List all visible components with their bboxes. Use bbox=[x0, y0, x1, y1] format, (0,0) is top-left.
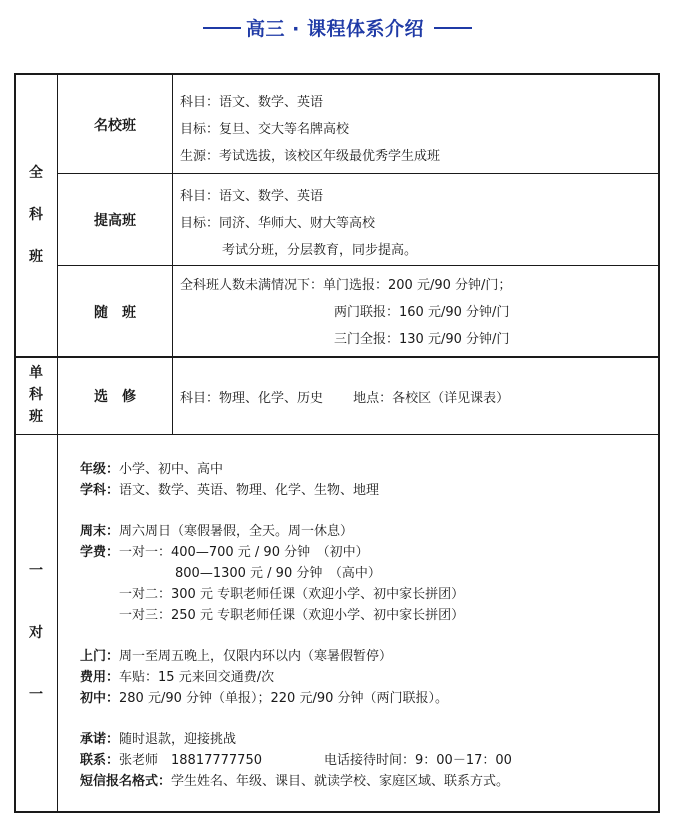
junior-value: 280 元/90 分钟（单报）；220 元/90 分钟（两门联报）。 bbox=[119, 691, 449, 706]
junior-key: 初中： bbox=[80, 691, 120, 706]
page-header bbox=[0, 14, 696, 40]
yidui-cost bbox=[80, 666, 274, 685]
yidui-junior bbox=[80, 687, 448, 706]
suiban-single: 全科班人数未满情况下：单门选报：200 元/90 分钟/门； bbox=[180, 278, 512, 293]
yidui-fee-two: 一对二：300 元 专职老师任课（欢迎小学、初中家长拼团） bbox=[119, 587, 465, 602]
suiban-label: 随 班 bbox=[94, 305, 136, 321]
title-left-rule bbox=[203, 27, 241, 29]
visit-key: 上门： bbox=[80, 649, 120, 664]
row-divider-3 bbox=[15, 356, 659, 358]
row-divider-2 bbox=[57, 265, 659, 266]
contact-key: 联系： bbox=[80, 753, 120, 768]
quanke-side-label bbox=[15, 152, 57, 278]
yidui-grade bbox=[80, 458, 223, 477]
side-char: 单 bbox=[29, 365, 43, 381]
xuanxiu-label: 选 修 bbox=[94, 389, 136, 405]
side-char: 科 bbox=[29, 387, 43, 403]
side-char: 班 bbox=[29, 409, 43, 425]
yidui-visit bbox=[80, 645, 392, 664]
grade-key: 年级： bbox=[80, 462, 120, 477]
danke-side-label bbox=[15, 362, 57, 428]
sms-value: 学生姓名、年级、课目、就读学校、家庭区域、联系方式。 bbox=[171, 774, 510, 789]
subject-value: 语文、数学、英语、物理、化学、生物、地理 bbox=[119, 483, 380, 498]
yidui-sms bbox=[80, 770, 509, 789]
cost-value: 车贴：15 元来回交通费/次 bbox=[119, 670, 275, 685]
side-char: 对 bbox=[29, 625, 43, 641]
contact-value: 张老师 18817777750 bbox=[119, 753, 262, 768]
fee-key: 学费： bbox=[80, 545, 120, 560]
mingxiao-label: 名校班 bbox=[94, 118, 136, 134]
yidui-side-label bbox=[15, 540, 57, 726]
tigao-method: 考试分班，分层教育，同步提高。 bbox=[222, 243, 418, 258]
yidui-subjects bbox=[80, 479, 379, 498]
visit-value: 周一至周五晚上，仅限内环以内（寒暑假暂停） bbox=[119, 649, 393, 664]
cost-key: 费用： bbox=[80, 670, 120, 685]
grade-value: 小学、初中、高中 bbox=[119, 462, 224, 477]
tigao-label: 提高班 bbox=[94, 213, 136, 229]
yidui-promise bbox=[80, 728, 236, 747]
side-char: 一 bbox=[29, 563, 43, 579]
subject-key: 学科： bbox=[80, 483, 120, 498]
mingxiao-subjects: 科目：语文、数学、英语 bbox=[180, 95, 324, 110]
weekend-key: 周末： bbox=[80, 524, 120, 539]
weekend-value: 周六周日（寒假暑假，全天。周一休息） bbox=[119, 524, 354, 539]
tigao-subjects: 科目：语文、数学、英语 bbox=[180, 189, 324, 204]
column-divider-2 bbox=[172, 74, 173, 435]
yidui-fee-senior: 800—1300 元 / 90 分钟 （高中） bbox=[175, 566, 381, 581]
promise-value: 随时退款，迎接挑战 bbox=[119, 732, 237, 747]
fee-value: 一对一：400—700 元 / 90 分钟 （初中） bbox=[119, 545, 369, 560]
sms-key: 短信报名格式： bbox=[80, 774, 172, 789]
mingxiao-students: 生源：考试选拔，该校区年级最优秀学生成班 bbox=[180, 149, 441, 164]
tigao-target: 目标：同济、华师大、财大等高校 bbox=[180, 216, 376, 231]
side-char: 一 bbox=[29, 687, 43, 703]
promise-key: 承诺： bbox=[80, 732, 120, 747]
page-title: 高三 · 课程体系介绍 bbox=[246, 18, 424, 40]
yidui-fee-three: 一对三：250 元 专职老师任课（欢迎小学、初中家长拼团） bbox=[119, 608, 465, 623]
mingxiao-target: 目标：复旦、交大等名牌高校 bbox=[180, 122, 350, 137]
row-divider-1 bbox=[57, 173, 659, 174]
side-char: 班 bbox=[29, 249, 43, 265]
title-right-rule bbox=[434, 27, 472, 29]
column-divider-1 bbox=[57, 74, 58, 811]
yidui-weekend bbox=[80, 520, 353, 539]
row-divider-4 bbox=[15, 434, 659, 435]
xuanxiu-info: 科目：物理、化学、历史 地点：各校区（详见课表） bbox=[180, 391, 510, 406]
yidui-hours: 电话接待时间：9：00－17：00 bbox=[324, 753, 512, 768]
side-char: 科 bbox=[29, 207, 43, 223]
suiban-three: 三门全报：130 元/90 分钟/门 bbox=[334, 332, 510, 347]
suiban-two: 两门联报：160 元/90 分钟/门 bbox=[334, 305, 510, 320]
side-char: 全 bbox=[29, 165, 43, 181]
yidui-contact bbox=[80, 749, 262, 768]
yidui-fee bbox=[80, 541, 369, 560]
